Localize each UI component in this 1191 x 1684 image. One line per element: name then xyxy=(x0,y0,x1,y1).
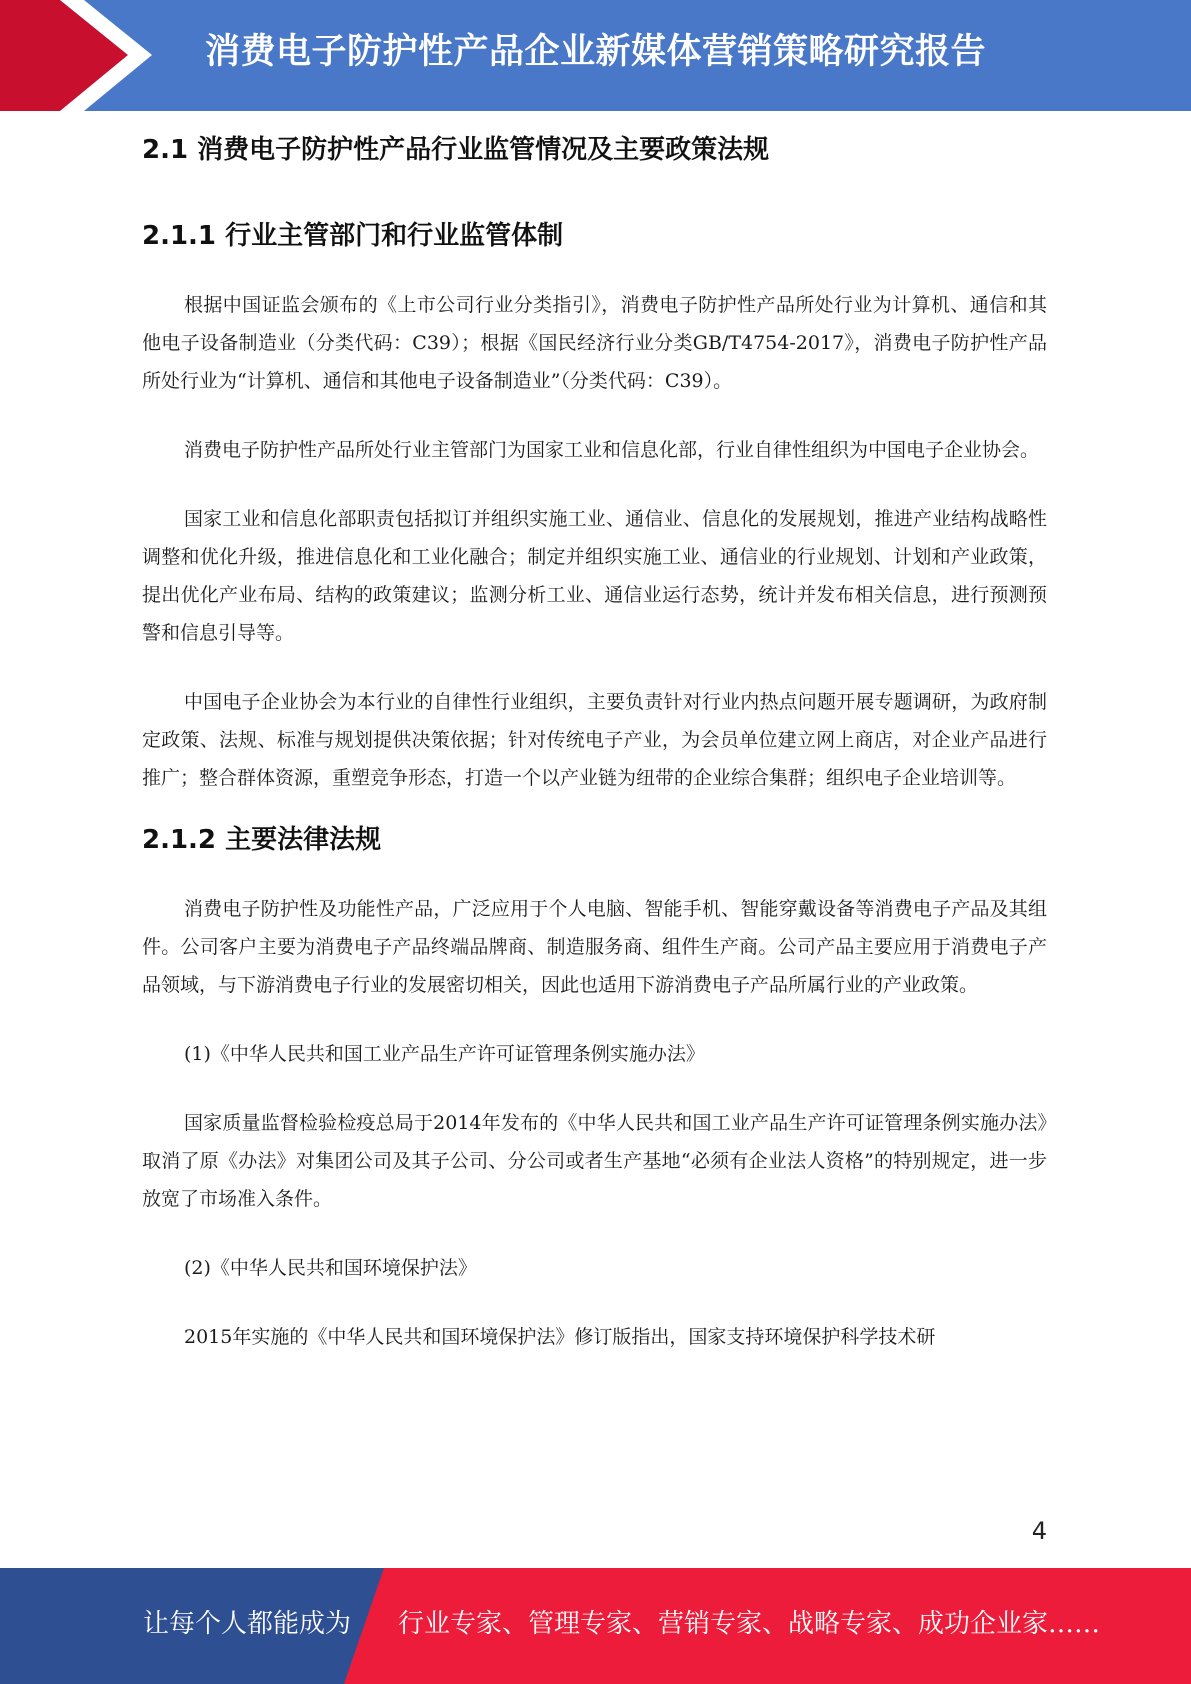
paragraph: 消费电子防护性及功能性产品，广泛应用于个人电脑、智能手机、智能穿戴设备等消费电子产品及其组件。公司客户主要为消费电子产品终端品牌商、制造服务商、组件生产商。公司产品主要应用于消费电子产品领域，与下游消费电子行业的发展密切相关，因此也适用下游消费电子产品所属行业的产业政策。 xyxy=(142,898,1047,996)
footer-banner xyxy=(0,1568,1191,1684)
paragraph: 国家工业和信息化部职责包括拟订并组织实施工业、通信业、信息化的发展规划，推进产业结构战略性调整和优化升级，推进信息化和工业化融合；制定并组织实施工业、通信业的行业规划、计划和产业政策，提出优化产业布局、结构的政策建议；监测分析工业、通信业运行态势，统计并发布相关信息，进行预测预警和信息引导等。 xyxy=(142,508,1047,644)
section-heading-2-1-1: 2.1.1 行业主管部门和行业监管体制 xyxy=(142,221,564,251)
page-number: 4 xyxy=(1031,1517,1047,1545)
document-body xyxy=(142,122,1047,1356)
paragraph: 根据中国证监会颁布的《上市公司行业分类指引》，消费电子防护性产品所处行业为计算机、通信和其他电子设备制造业（分类代码：C39）；根据《国民经济行业分类GB/T4754-2017》，消费电子防护性产品所处行业为“计算机、通信和其他电子设备制造业”（分类代码：C39）。 xyxy=(142,294,1047,392)
law-item-title: (1)《中华人民共和国工业产品生产许可证管理条例实施办法》 xyxy=(184,1043,705,1065)
footer-slogan-right: 行业专家、管理专家、营销专家、战略专家、成功企业家…… xyxy=(398,1609,1101,1639)
paragraph: 国家质量监督检验检疫总局于2014年发布的《中华人民共和国工业产品生产许可证管理条例实施办法》取消了原《办法》对集团公司及其子公司、分公司或者生产基地“必须有企业法人资格”的特别规定，进一步放宽了市场准入条件。 xyxy=(142,1112,1047,1210)
paragraph: 消费电子防护性产品所处行业主管部门为国家工业和信息化部，行业自律性组织为中国电子企业协会。 xyxy=(184,439,1040,461)
report-title: 消费电子防护性产品企业新媒体营销策略研究报告 xyxy=(205,32,987,72)
footer-slogan-left: 让每个人都能成为 xyxy=(143,1609,352,1639)
paragraph: 2015年实施的《中华人民共和国环境保护法》修订版指出，国家支持环境保护科学技术研 xyxy=(184,1326,936,1348)
law-item-title: (2)《中华人民共和国环境保护法》 xyxy=(184,1257,477,1279)
header-banner xyxy=(0,0,1191,111)
section-heading-2-1: 2.1 消费电子防护性产品行业监管情况及主要政策法规 xyxy=(142,135,770,165)
section-heading-2-1-2: 2.1.2 主要法律法规 xyxy=(142,825,382,855)
paragraph: 中国电子企业协会为本行业的自律性行业组织，主要负责针对行业内热点问题开展专题调研，为政府制定政策、法规、标准与规划提供决策依据；针对传统电子产业，为会员单位建立网上商店，对企业产品进行推广；整合群体资源，重塑竞争形态，打造一个以产业链为纽带的企业综合集群；组织电子企业培训等。 xyxy=(142,691,1047,789)
